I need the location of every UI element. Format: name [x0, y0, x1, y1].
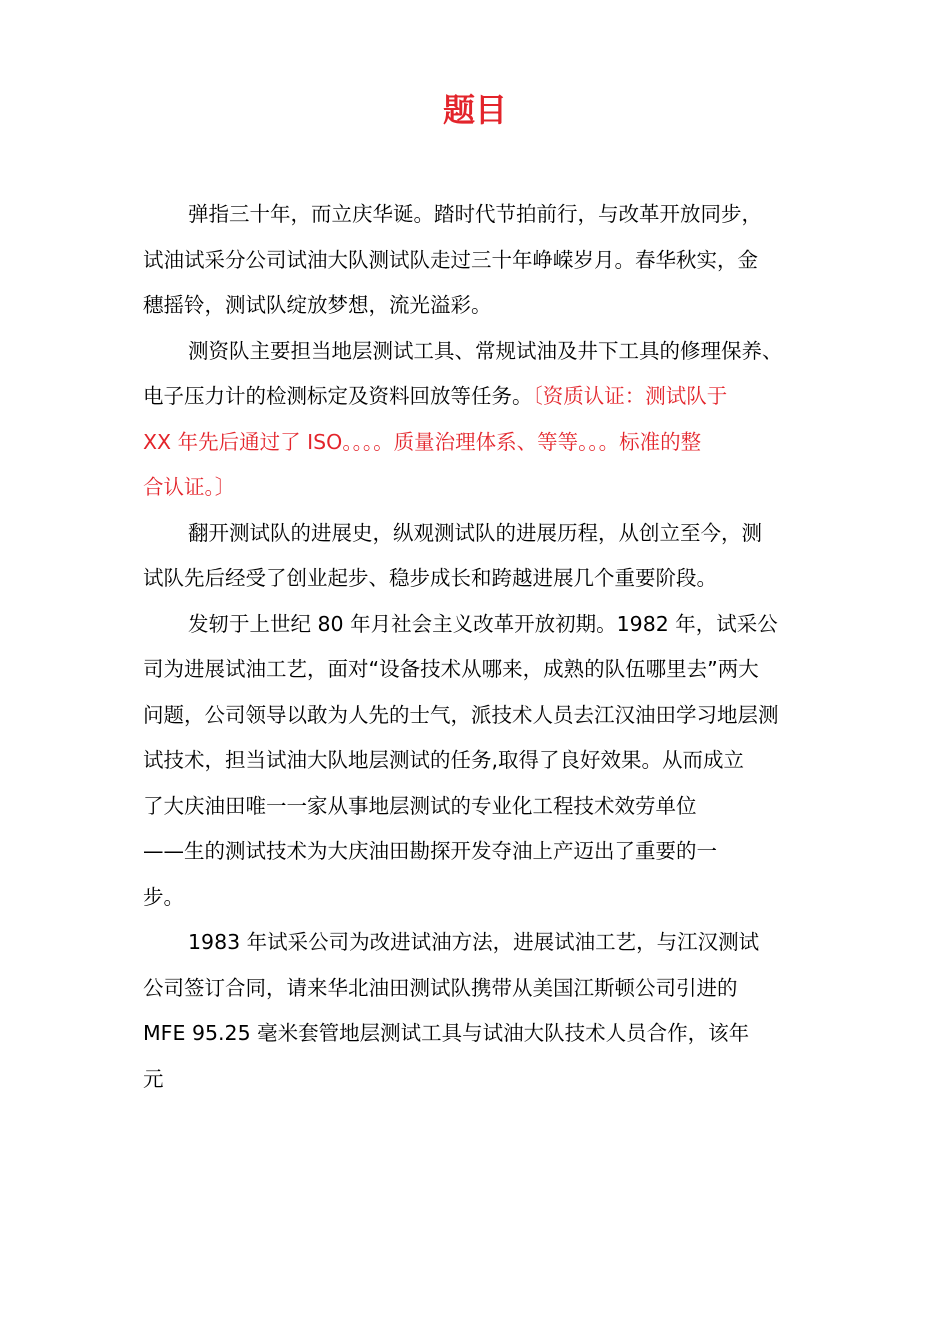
paragraph-line: 司为进展试油工艺，面对“设备技术从哪来，成熟的队伍哪里去”两大	[143, 657, 759, 681]
paragraph-line: 元	[143, 1066, 164, 1091]
paragraph-line: 试油试采分公司试油大队测试队走过三十年峥嵘岁月。春华秋实，金	[143, 247, 758, 272]
paragraph-line: MFE 95.25 毫米套管地层测试工具与试油大队技术人员合作，该年	[143, 1021, 750, 1045]
document-title: 题目	[442, 91, 507, 129]
paragraph-line: 试队先后经受了创业起步、稳步成长和跨越进展几个重要阶段。	[143, 566, 717, 590]
paragraph-2	[143, 329, 818, 511]
paragraph-line: ——生的测试技术为大庆油田勘探开发夺油上产迈出了重要的一	[143, 839, 717, 863]
certification-note: 〔资质认证：测试队于	[532, 384, 728, 408]
paragraph-line: 测资队主要担当地层测试工具、常规试油及井下工具的修理保养、	[188, 338, 783, 363]
certification-note-line: 合认证。〕	[143, 475, 236, 499]
paragraph-line: 翻开测试队的进展史，纵观测试队的进展历程，从创立至今，测	[188, 520, 762, 545]
paragraph-3	[143, 511, 818, 602]
paragraph-line: 试技术，担当试油大队地层测试的任务,取得了良好效果。从而成立	[143, 748, 745, 772]
paragraph-line: 了大庆油田唯一一家从事地层测试的专业化工程技术效劳单位	[143, 793, 697, 818]
paragraph-5	[143, 920, 818, 1102]
paragraph-line: 1983 年试采公司为改进试油方法，进展试油工艺，与江汉测试	[188, 930, 760, 954]
paragraph-1	[143, 192, 818, 329]
paragraph-line: 穗摇铃，测试队绽放梦想，流光溢彩。	[143, 293, 492, 317]
paragraph-line: 弹指三十年，而立庆华诞。踏时代节拍前行，与改革开放同步，	[188, 202, 762, 226]
paragraph-line: 步。	[143, 884, 184, 909]
certification-note-line: XX 年先后通过了 ISO。。。。质量治理体系、等等。。。标准的整	[143, 429, 702, 454]
paragraph-line: 问题，公司领导以敢为人先的士气，派技术人员去江汉油田学习地层测	[143, 702, 779, 727]
paragraph-text: 电子压力计的检测标定及资料回放等任务。	[143, 384, 533, 408]
paragraph-line-mixed	[143, 374, 818, 420]
paragraph-4	[143, 602, 818, 921]
paragraph-line: 公司签订合同，请来华北油田测试队携带从美国江斯顿公司引进的	[143, 975, 738, 1000]
paragraph-line: 发轫于上世纪 80 年月社会主义改革开放初期。1982 年，试采公	[188, 611, 778, 636]
document-body	[143, 192, 818, 1102]
